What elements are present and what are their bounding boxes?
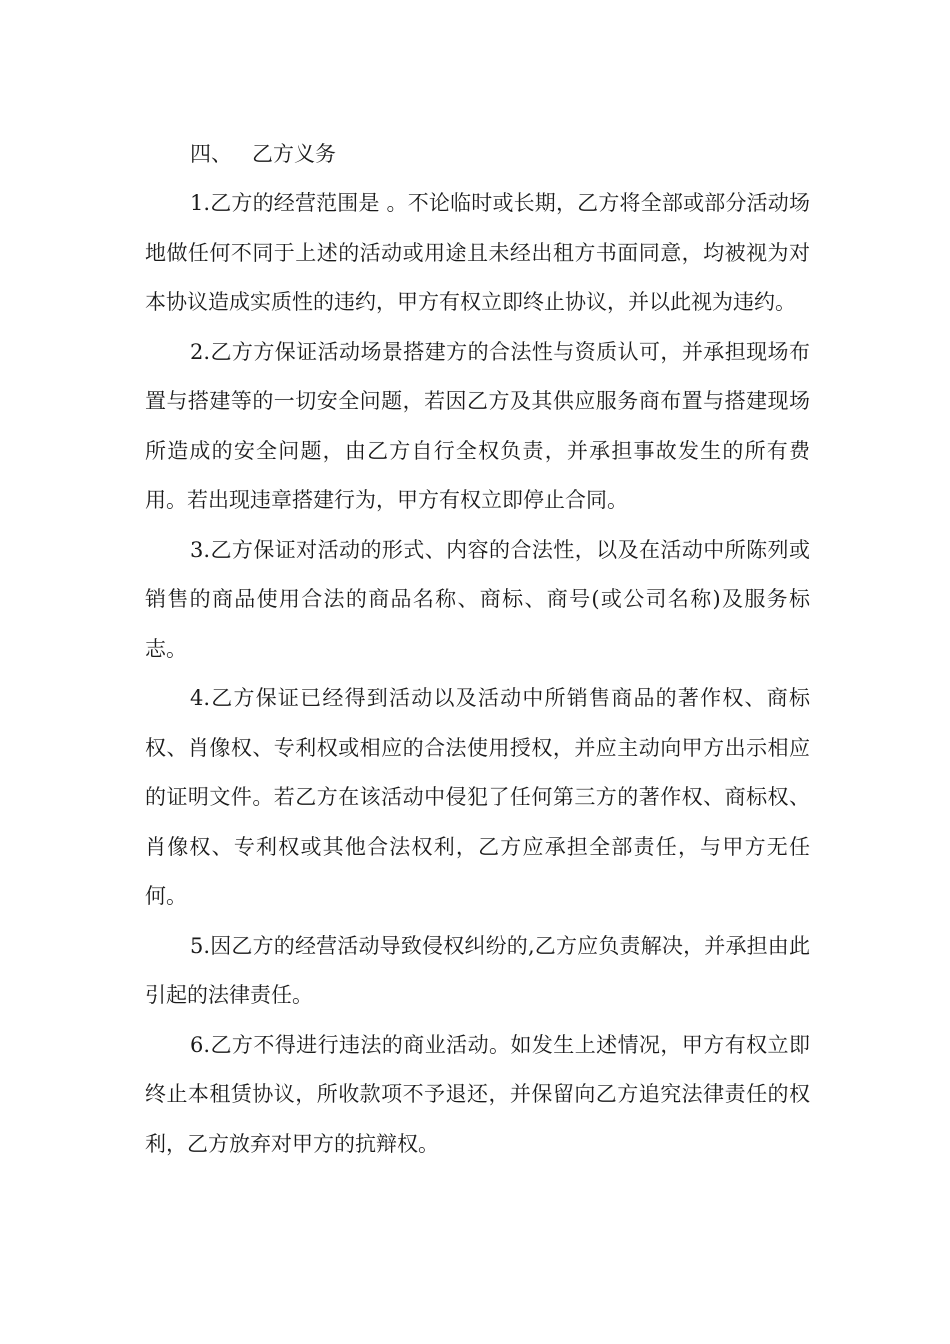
document-body [145,130,810,1169]
clause-1: 1.乙方的经营范围是 。不论临时或长期，乙方将全部或部分活动场地做任何不同于上述的活动或用途且未经出租方书面同意，均被视为对本协议造成实质性的违约，甲方有权立即终止协议，并以此视为违约。 [145,191,810,314]
section-heading [145,130,810,179]
clause-5: 5.因乙方的经营活动导致侵权纠纷的,乙方应负责解决，并承担由此引起的法律责任。 [145,933,810,1007]
clause-4: 4.乙方保证已经得到活动以及活动中所销售商品的著作权、商标权、肖像权、专利权或相应的合法使用授权，并应主动向甲方出示相应的证明文件。若乙方在该活动中侵犯了任何第三方的著作权、商标权、肖像权、专利权或其他合法权利，乙方应承担全部责任，与甲方无任何。 [145,686,810,908]
clause-6: 6.乙方不得进行违法的商业活动。如发生上述情况，甲方有权立即终止本租赁协议，所收款项不予退还，并保留向乙方追究法律责任的权利，乙方放弃对甲方的抗辩权。 [145,1032,810,1156]
section-title: 乙方义务 [252,142,336,166]
section-number: 四、 [190,142,232,166]
clause-3: 3.乙方保证对活动的形式、内容的合法性，以及在活动中所陈列或销售的商品使用合法的商品名称、商标、商号(或公司名称)及服务标志。 [145,537,810,661]
clause-2: 2.乙方方保证活动场景搭建方的合法性与资质认可，并承担现场布置与搭建等的一切安全问题，若因乙方及其供应服务商布置与搭建现场所造成的安全问题，由乙方自行全权负责，并承担事故发生的所有费用。若出现违章搭建行为，甲方有权立即停止合同。 [145,339,810,512]
